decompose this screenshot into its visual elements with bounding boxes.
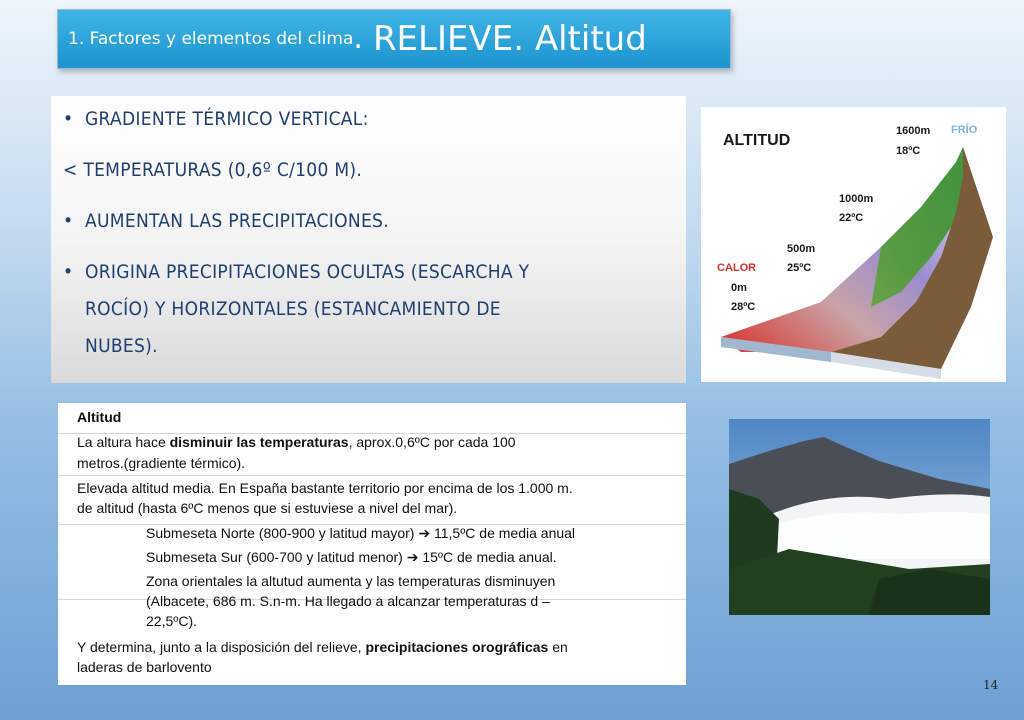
- bullet-dot-icon: •: [63, 261, 74, 283]
- temperature-label: 25ºC: [787, 262, 812, 274]
- diagram-title: ALTITUD: [723, 132, 791, 149]
- notes-subitem: Submeseta Norte (800-900 y latitud mayor) ➔ 11,5ºC de media anual: [146, 525, 576, 541]
- bullet-item: • AUMENTAN LAS PRECIPITACIONES.: [63, 210, 389, 232]
- altitude-label: 1000m: [839, 193, 874, 205]
- cold-label: FRÍO: [951, 124, 978, 136]
- arrow-icon: ➔: [406, 549, 419, 565]
- title-subtitle: 1. Factores y elementos del clima: [68, 29, 354, 49]
- altitude-label: 500m: [787, 243, 816, 255]
- altitude-label: 0m: [731, 282, 747, 294]
- temperature-label: 22ºC: [839, 212, 864, 224]
- bullet-item: • GRADIENTE TÉRMICO VERTICAL:: [63, 108, 369, 130]
- altitude-diagram: [701, 107, 1006, 382]
- notes-paragraph: Elevada altitud media. En España bastante territorio por encima de los 1.000 m.: [77, 480, 573, 496]
- bullet-text-line: < TEMPERATURAS (0,6º C/100 M).: [63, 159, 363, 181]
- divider: [58, 475, 686, 476]
- bullet-dot-icon: •: [63, 210, 74, 232]
- notes-paragraph: Y determina, junto a la disposición del relieve, precipitaciones orográficas en: [77, 639, 568, 655]
- notes-paragraph: metros.(gradiente térmico).: [77, 455, 246, 471]
- notes-paragraph: La altura hace disminuir las temperaturas, aprox.0,6ºC por cada 100: [77, 434, 516, 450]
- bullet-list: [51, 96, 686, 383]
- altitude-notes-panel: [58, 403, 686, 685]
- notes-subitem: (Albacete, 686 m. S.n-m. Ha llegado a alcanzar temperaturas d –: [146, 593, 550, 609]
- title-separator: .: [353, 21, 363, 56]
- notes-paragraph: de altitud (hasta 6ºC menos que si estuviese a nivel del mar).: [77, 500, 458, 516]
- temperature-label: 18ºC: [896, 145, 921, 157]
- mountain-slope-illustration: [701, 107, 1006, 382]
- bullet-item: • ORIGINA PRECIPITACIONES OCULTAS (ESCARCHA Y ROCÍO) Y HORIZONTALES (ESTANCAMIENTO DE NUBES).: [63, 254, 668, 365]
- page-number: 14: [983, 678, 999, 692]
- title-main: RELIEVE. Altitud: [372, 19, 647, 59]
- mountain-clouds-photo: [729, 419, 990, 615]
- warm-label: CALOR: [717, 262, 757, 274]
- notes-subitem: Zona orientales la altutud aumenta y las temperaturas disminuyen: [146, 573, 556, 589]
- bullet-dot-icon: •: [63, 108, 74, 130]
- notes-subitem: Submeseta Sur (600-700 y latitud menor) ➔ 15ºC de media anual.: [146, 549, 557, 565]
- notes-subitem: 22,5ºC).: [146, 613, 198, 629]
- notes-heading: Altitud: [77, 409, 122, 425]
- arrow-icon: ➔: [418, 525, 431, 541]
- slide-title: [57, 9, 731, 69]
- temperature-label: 28ºC: [731, 301, 756, 313]
- altitude-label: 1600m: [896, 125, 931, 137]
- notes-paragraph: laderas de barlovento: [77, 659, 212, 675]
